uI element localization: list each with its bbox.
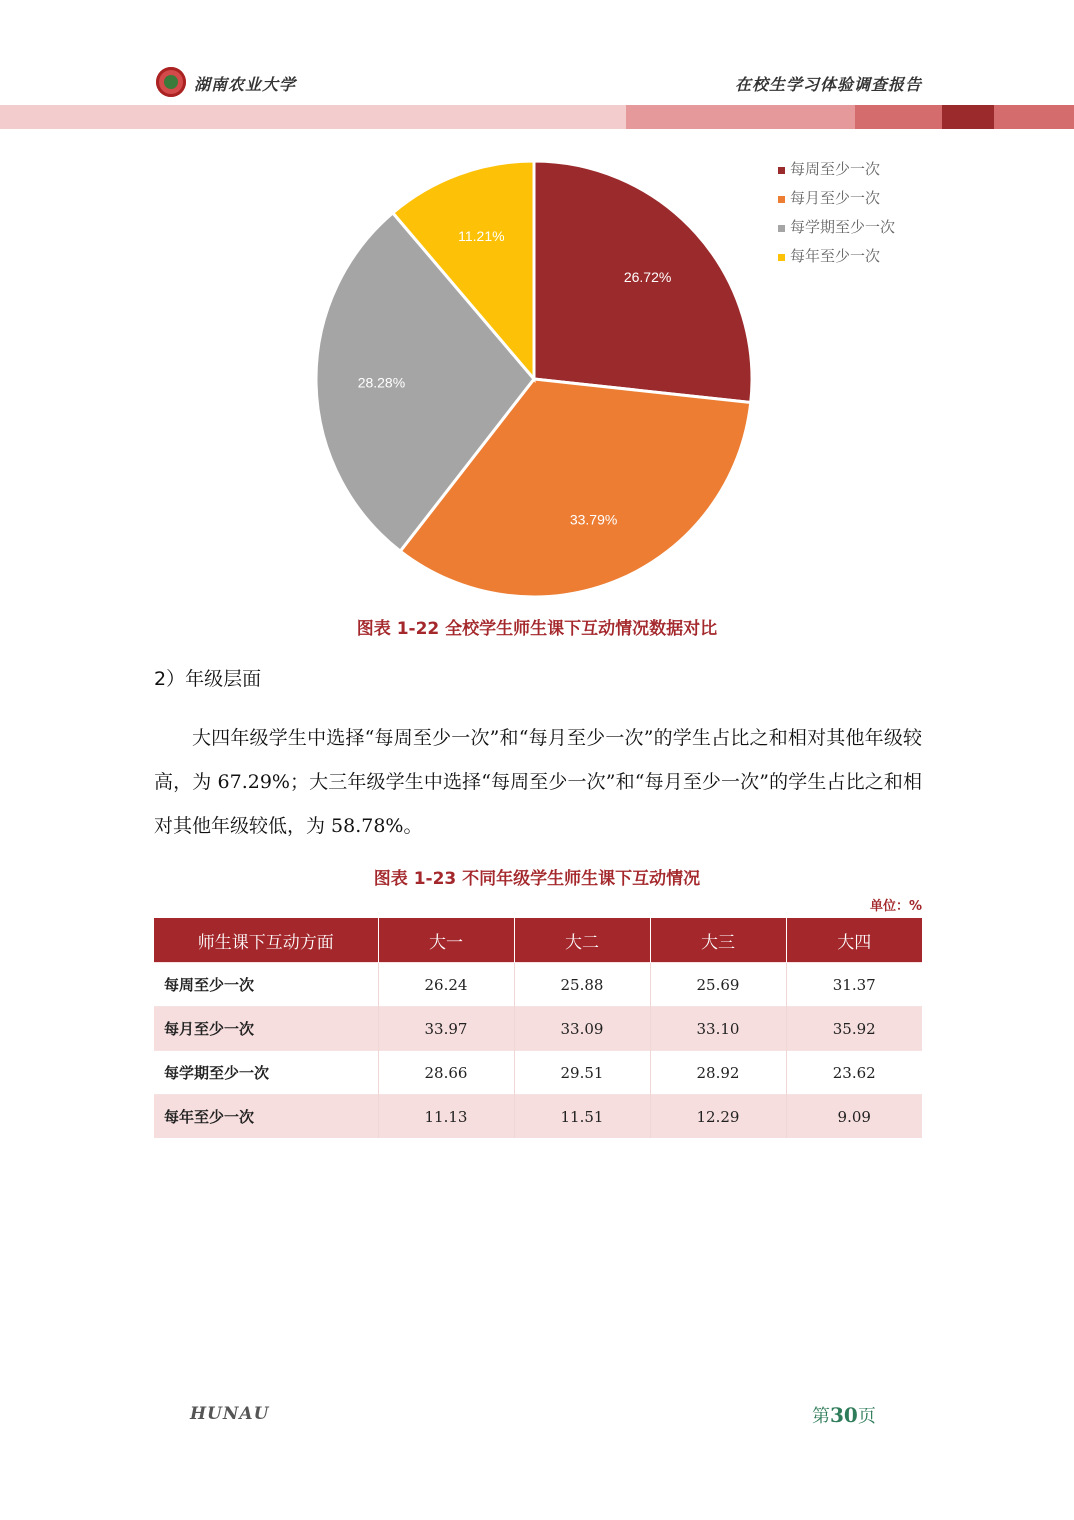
column-header: 大三 (650, 918, 786, 963)
table-row (154, 1095, 922, 1139)
page-number-value: 30 (830, 1403, 858, 1427)
legend-swatch (778, 254, 785, 261)
header-band-1 (0, 105, 626, 129)
university-name: 湖南农业大学 (194, 75, 297, 94)
table-cell: 11.13 (378, 1095, 514, 1139)
body-paragraph: 大四年级学生中选择“每周至少一次”和“每月至少一次”的学生占比之和相对其他年级较高，为 67.29%；大三年级学生中选择“每周至少一次”和“每月至少一次”的学生占比之和相对其他年级较低，为 58.78%。 (154, 727, 922, 837)
table-cell: 25.69 (650, 963, 786, 1007)
table-cell: 29.51 (514, 1051, 650, 1095)
table-cell: 9.09 (786, 1095, 922, 1139)
grade-interaction-table (154, 918, 922, 1138)
row-label: 每年至少一次 (154, 1095, 378, 1139)
legend-label: 每年至少一次 (790, 247, 881, 265)
university-logo (156, 67, 186, 97)
table-cell: 11.51 (514, 1095, 650, 1139)
table-cell: 33.09 (514, 1007, 650, 1051)
report-title: 在校生学习体验调查报告 (734, 75, 922, 94)
header-band-2 (626, 105, 855, 129)
slice-data-label: 11.21% (458, 227, 505, 244)
row-label: 每月至少一次 (154, 1007, 378, 1051)
unit-label: 单位：% (869, 899, 922, 914)
table-cell: 35.92 (786, 1007, 922, 1051)
page-number (812, 1402, 876, 1428)
column-header: 大一 (378, 918, 514, 963)
slice-data-label: 26.72% (623, 269, 672, 286)
figure-caption-1: 图表 1-22 全校学生师生课下互动情况数据对比 (356, 619, 718, 639)
page-suffix: 页 (857, 1406, 876, 1427)
slice-data-label: 28.28% (357, 374, 406, 391)
table-header-row (154, 918, 922, 963)
pie-chart (305, 150, 925, 610)
table-row (154, 1051, 922, 1095)
slice-data-label: 33.79% (569, 511, 618, 528)
legend-label: 每周至少一次 (790, 160, 881, 178)
header-band-4 (942, 105, 994, 129)
column-header: 大四 (786, 918, 922, 963)
legend-swatch (778, 225, 785, 232)
table-cell: 23.62 (786, 1051, 922, 1095)
column-header: 师生课下互动方面 (154, 918, 378, 963)
legend-swatch (778, 196, 785, 203)
legend-swatch (778, 167, 785, 174)
table-cell: 31.37 (786, 963, 922, 1007)
page-prefix: 第 (812, 1406, 830, 1427)
row-label: 每周至少一次 (154, 963, 378, 1007)
column-header: 大二 (514, 918, 650, 963)
table-cell: 33.10 (650, 1007, 786, 1051)
table-cell: 25.88 (514, 963, 650, 1007)
table-cell: 26.24 (378, 963, 514, 1007)
footer-brand: HUNAU (190, 1404, 270, 1424)
figure-caption-2: 图表 1-23 不同年级学生师生课下互动情况 (373, 869, 701, 889)
table-row (154, 963, 922, 1007)
table-cell: 33.97 (378, 1007, 514, 1051)
table-cell: 12.29 (650, 1095, 786, 1139)
section-heading: 2）年级层面 (154, 668, 262, 690)
legend-label: 每月至少一次 (790, 189, 881, 207)
header-band-5 (994, 105, 1074, 129)
header-band-3 (855, 105, 942, 129)
table-cell: 28.66 (378, 1051, 514, 1095)
legend-label: 每学期至少一次 (790, 218, 896, 236)
table-row (154, 1007, 922, 1051)
row-label: 每学期至少一次 (154, 1051, 378, 1095)
table-cell: 28.92 (650, 1051, 786, 1095)
